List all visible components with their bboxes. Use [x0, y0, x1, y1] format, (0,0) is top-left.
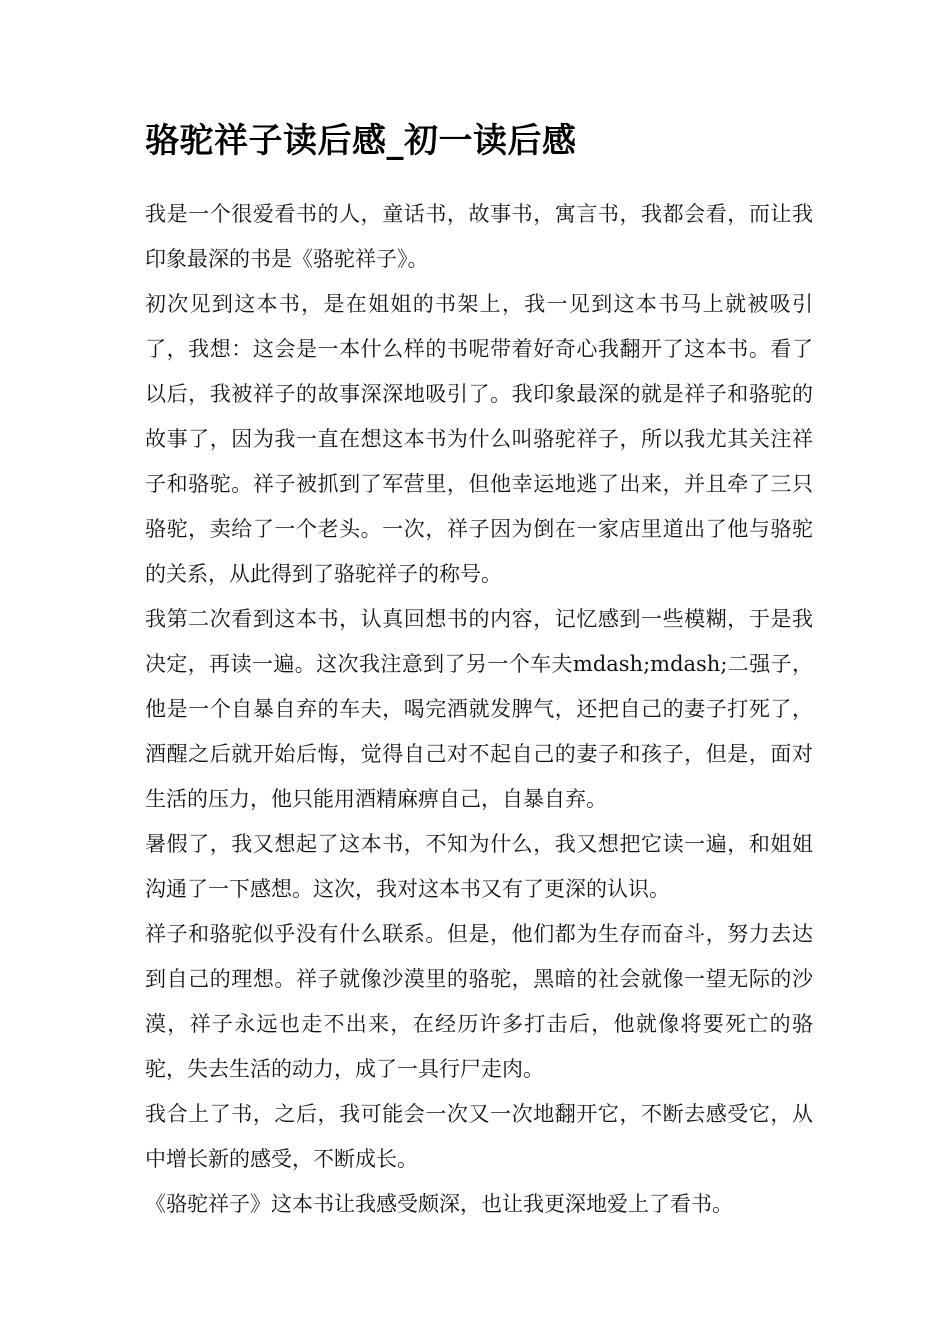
paragraph: 《骆驼祥子》这本书让我感受颇深，也让我更深地爱上了看书。 — [145, 1192, 733, 1216]
paragraph: 我合上了书，之后，我可能会一次又一次地翻开它，不断去感受它，从中增长新的感受，不断成长。 — [145, 1102, 813, 1171]
document-content — [145, 118, 813, 1227]
paragraph: 暑假了，我又想起了这本书，不知为什么，我又想把它读一遍，和姐姐沟通了一下感想。这次，我对这本书又有了更深的认识。 — [145, 832, 813, 901]
paragraph: 我是一个很爱看书的人，童话书，故事书，寓言书，我都会看，而让我印象最深的书是《骆驼祥子》。 — [145, 202, 813, 271]
paragraph: 我第二次看到这本书，认真回想书的内容，记忆感到一些模糊，于是我决定，再读一遍。这次我注意到了另一个车夫mdash;mdash;二强子，他是一个自暴自弃的车夫，喝完酒就发脾气，还把自己的妻子打死了，酒醒之后就开始后悔，觉得自己对不起自己的妻子和孩子，但是，面对生活的压力，他只能用酒精麻痹自己，自暴自弃。 — [145, 607, 813, 811]
document-title: 骆驼祥子读后感_初一读后感 — [145, 121, 577, 161]
paragraph: 祥子和骆驼似乎没有什么联系。但是，他们都为生存而奋斗，努力去达到自己的理想。祥子就像沙漠里的骆驼，黑暗的社会就像一望无际的沙漠，祥子永远也走不出来，在经历许多打击后，他就像将要死亡的骆驼，失去生活的动力，成了一具行尸走肉。 — [145, 922, 813, 1081]
paragraph: 初次见到这本书，是在姐姐的书架上，我一见到这本书马上就被吸引了，我想：这会是一本什么样的书呢带着好奇心我翻开了这本书。看了以后，我被祥子的故事深深地吸引了。我印象最深的就是祥子和骆驼的故事了，因为我一直在想这本书为什么叫骆驼祥子，所以我尤其关注祥子和骆驼。祥子被抓到了军营里，但他幸运地逃了出来，并且牵了三只骆驼，卖给了一个老头。一次，祥子因为倒在一家店里道出了他与骆驼的关系，从此得到了骆驼祥子的称号。 — [145, 292, 813, 586]
document-body — [145, 192, 813, 1227]
